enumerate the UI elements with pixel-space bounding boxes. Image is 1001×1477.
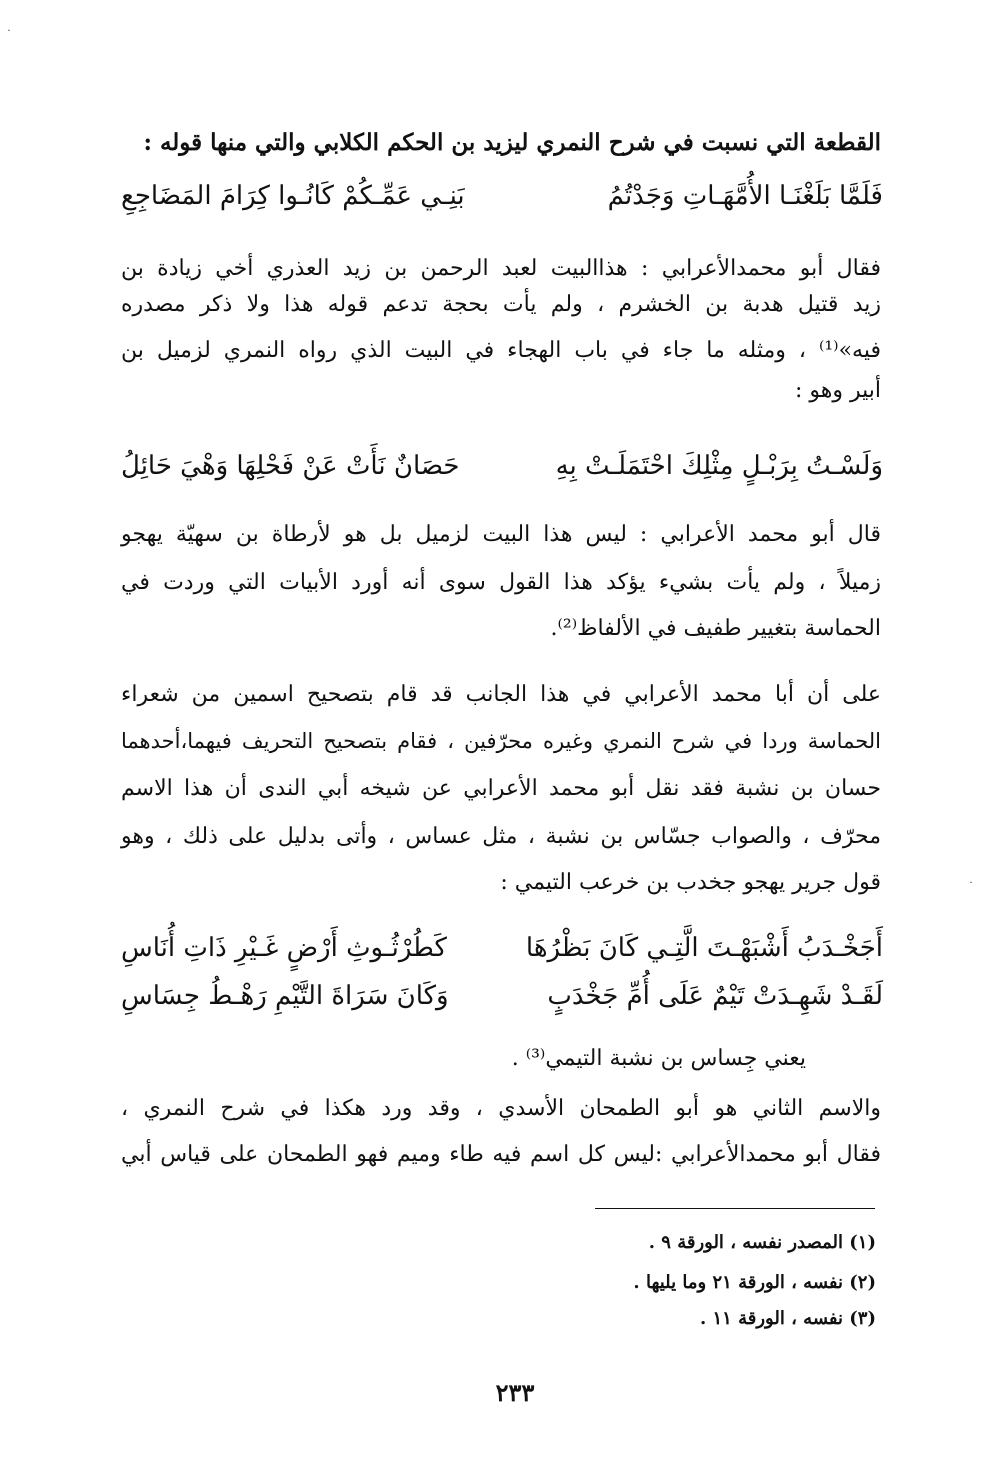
intro-heading: القطعة التي نسبت في شرح النمري ليزيد بن الحكم الكلابي والتي منها قوله : [143,129,881,156]
paragraph-3-line-5: قول جرير يهجو جخدب بن خرعب التيمي : [500,870,881,895]
paragraph-4: يعني جِساس بن نشبة التيمي⁽³⁾ . [511,1046,806,1071]
verse-1-second-hemistich: بَنِـي عَمِّـكُمْ كَانُـوا كِرَامَ المَضَاجِعِ [121,181,465,211]
paragraph-3-line-3: حسان بن نشبة فقد نقل أبو محمد الأعرابي عن شيخه أبي الندى أن هذا الاسم [121,776,881,801]
paragraph-2-line-1: قال أبو محمد الأعرابي : ليس هذا البيت لزميل بل هو لأرطاة بن سهيّة يهجو [121,522,881,547]
footnote-3: (٣) نفسه ، الورقة ١١ . [699,1308,876,1329]
verse-4-second-hemistich: وَكَانَ سَرَاةَ التَّيْمِ رَهْـطُ جِسَاسِ [121,981,449,1011]
paragraph-2-line-3: الحماسة بتغيير طفيف في الألفاظ⁽²⁾. [550,616,881,641]
paragraph-3-line-1: على أن أبا محمد الأعرابي في هذا الجانب قد قام بتصحيح اسمين من شعراء [121,682,881,707]
paragraph-3-line-4: محرّف ، والصواب جسّاس بن نشبة ، مثل عساس ، وأتى بدليل على ذلك ، وهو [121,824,881,849]
footnote-2: (٢) نفسه ، الورقة ٢١ وما يليها . [633,1272,876,1293]
verse-2-first-hemistich: وَلَسْـتُ بِرَبْـلٍ مِثْلِكَ احْتَمَلَـتْ بِهِ [555,451,883,481]
paragraph-5-line-2: فقال أبو محمدالأعرابي :ليس كل اسم فيه طاء وميم فهو الطمحان على قياس أبي [121,1142,881,1167]
verse-1-first-hemistich: فَلَمَّا بَلَغْنَـا الأُمَّهَـاتِ وَجَدْتُمُ [607,181,883,211]
scan-mark: ˙ [6,28,12,42]
paragraph-5-line-1: والاسم الثاني هو أبو الطمحان الأسدي ، وقد ورد هكذا في شرح النمري ، [121,1096,881,1121]
verse-3-first-hemistich: أَجَخْـدَبُ أَشْبَهْـتَ الَّتِـي كَانَ بَظْرُهَا [525,933,883,963]
paragraph-3-line-2: الحماسة وردا في شرح النمري وغيره محرّفين ، فقام بتصحيح التحريف فيهما،أحدهما [121,729,881,753]
paragraph-1-line-2: زيد قتيل هدبة بن الخشرم ، ولم يأت بحجة تدعم قوله هذا ولا ذكر مصدره [121,292,881,317]
paragraph-1-line-1: فقال أبو محمدالأعرابي : هذاالبيت لعبد الرحمن بن زيد العذري أخي زيادة بن [121,256,881,281]
paragraph-2-line-2: زميلاً ، ولم يأت بشيء يؤكد هذا القول سوى أنه أورد الأبيات التي وردت في [121,570,881,595]
scan-mark: ˙ [968,880,974,894]
verse-3 [121,928,883,968]
footnote-1: (١) المصدر نفسه ، الورقة ٩ . [648,1232,876,1253]
paragraph-1-line-3: فيه»⁽¹⁾ ، ومثله ما جاء في باب الهجاء في البيت الذي رواه النمري لزميل بن [121,338,881,363]
verse-4-first-hemistich: لَقَـدْ شَهِـدَتْ تَيْمٌ عَلَى أُمِّ جَخْدَبٍ [547,981,883,1011]
verse-1 [121,176,883,216]
verse-2 [121,446,883,486]
verse-3-second-hemistich: كَطُرْثُـوثِ أَرْضٍ غَـيْرِ ذَاتِ أُنَاسِ [121,933,447,963]
verse-4 [121,976,883,1016]
footnote-separator [595,1208,875,1209]
page-number: ٢٣٣ [495,1378,535,1407]
paragraph-1-line-4: أبير وهو : [794,378,881,403]
verse-2-second-hemistich: حَصَانٌ نَأَتْ عَنْ فَحْلِهَا وَهْيَ حَائِلُ [121,451,460,481]
